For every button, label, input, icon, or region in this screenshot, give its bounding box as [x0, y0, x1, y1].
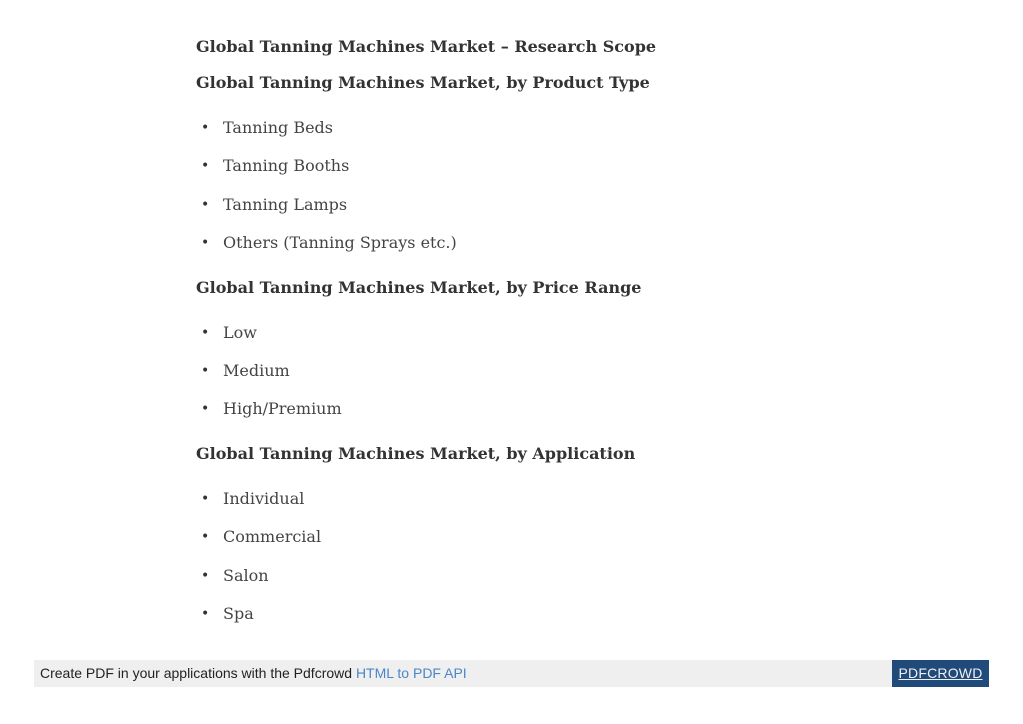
- footer-text: Create PDF in your applications with the Pdfcrowd: [40, 665, 356, 681]
- section-heading-price-range: Global Tanning Machines Market, by Price Range: [196, 278, 642, 297]
- bullet-icon: •: [201, 235, 210, 251]
- list-item-label: Tanning Lamps: [223, 195, 348, 214]
- bullet-icon: •: [201, 197, 210, 213]
- document-title: Global Tanning Machines Market – Research Scope: [196, 37, 657, 56]
- bullet-icon: •: [201, 568, 210, 584]
- list-item-label: Medium: [223, 361, 290, 380]
- list-item-label: Tanning Booths: [223, 156, 350, 175]
- pdfcrowd-badge-link[interactable]: PDFCROWD: [892, 660, 989, 687]
- list-item-label: Low: [223, 323, 257, 342]
- section-heading-product-type: Global Tanning Machines Market, by Product Type: [196, 73, 650, 92]
- html-to-pdf-api-link[interactable]: HTML to PDF API: [355, 665, 467, 681]
- list-item-label: High/Premium: [223, 399, 342, 418]
- list-item-label: Salon: [223, 566, 269, 585]
- list-item-label: Others (Tanning Sprays etc.): [223, 233, 457, 252]
- list-item-label: Tanning Beds: [223, 118, 334, 137]
- bullet-icon: •: [201, 120, 210, 136]
- bullet-icon: •: [201, 363, 210, 379]
- list-item-label: Individual: [223, 489, 305, 508]
- list-item-label: Spa: [223, 604, 254, 623]
- section-heading-application: Global Tanning Machines Market, by Application: [196, 444, 636, 463]
- pdfcrowd-footer-bar: [34, 660, 989, 687]
- bullet-icon: •: [201, 401, 210, 417]
- bullet-icon: •: [201, 491, 210, 507]
- bullet-icon: •: [201, 325, 210, 341]
- list-item-label: Commercial: [223, 527, 322, 546]
- footer-text-line: [40, 665, 467, 681]
- bullet-icon: •: [201, 158, 210, 174]
- bullet-icon: •: [201, 606, 210, 622]
- bullet-icon: •: [201, 529, 210, 545]
